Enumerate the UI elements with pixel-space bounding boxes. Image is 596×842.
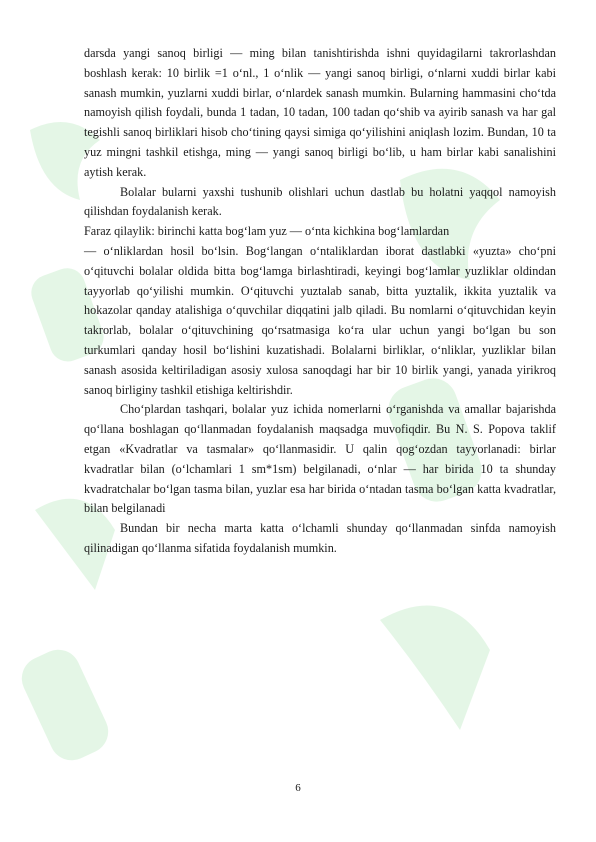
paragraph-4: — o‘nliklardan hosil bo‘lsin. Bog‘langan o‘ntaliklardan iborat dastlabki «yuzta» cho‘pni o‘qituvchi bolalar oldida bitta bog‘lamga birlashtiradi, keyingi bog‘lamlar yuzliklar oldindan tayyorlab qo‘yilishi mumkin. O‘qituvchi yuztalab sanab, bitta yuztalik, ikkita yuztalik va hokazolar qanday atalishiga o‘quvchilar diqqatini jalb qiladi. Bu nomlarni o‘qituvchidan keyin takrorlab, bolalar o‘qituvchining qo‘rsatmasiga ko‘ra ular uchun yangi bo‘lgan bu son turkumlari qanday hosil bo‘lishini kuzatishadi. Bolalarni birliklar, o‘nliklar, yuzliklar bilan sanash asosida keltiriladigan asosiy xulosa sanoqdagi har bir 10 birlik yangi, yanada yirikroq sanoq birliginy tashkil etishiga keltirishdir. [84,243,556,397]
paragraph-1: darsda yangi sanoq birligi — ming bilan tanishtirishda ishni quyidagilarni takrorlashdan boshlash kerak: 10 birlik =1 o‘nl., 1 o‘nlik — yangi sanoq birligi, o‘nlarni xuddi birlar kabi sanash mumkin, yuzlarni xuddi birlar, o‘nlardek sanash mumkin. Bularning hammasini cho‘tda namoyish qilish foydali, bunda 1 tadan, 10 tadan, 100 tadan qo‘shib va ayirib sanash va har gal tegishli sanoq birliklari hisob cho‘tining qaysi simiga qo‘yilishini aniqlash lozim. Bundan, 10 ta yuz mingni tashkil etishga, ming — yangi sanoq birligi bo‘lib, u ham birlar kabi sanalishini aytish kerak. [84,46,556,179]
page-number: 6 [295,782,301,794]
paragraph-5: Cho‘plardan tashqari, bolalar yuz ichida nomerlarni o‘rganishda va amallar bajarishda qo‘llana boshlagan qo‘llanmadan foydalanish maqsadga muvofiqdir. Bu N. S. Popova taklif etgan «Kvadratlar va tasmalar» qo‘llanmasidir. U qalin qog‘ozdan tayyorlanadi: birlar kvadratlar bilan (o‘lchamlari 1 sm*1sm) belgilanadi, o‘nlar — har birida 10 ta shunday kvadratchalar bo‘lgan tasma bilan, yuzlar esa har birida o‘ntadan tasma bo‘lgan katta kvadratlar, bilan belgilanadi [84,402,556,516]
paragraph-3: Faraz qilaylik: birinchi katta bog‘lam yuz — o‘nta kichkina bog‘lamlardan [84,224,450,239]
document-body [84,44,556,559]
paragraph-6: Bundan bir necha marta katta o‘lchamli shunday qo‘llanmadan sinfda namoyish qilinadigan qo‘llanma sifatida foydalanish mumkin. [84,521,556,555]
paragraph-2: Bolalar bularni yaxshi tushunib olishlari uchun dastlab bu holatni yaqqol namoyish qilishdan foydalanish kerak. [84,184,556,219]
